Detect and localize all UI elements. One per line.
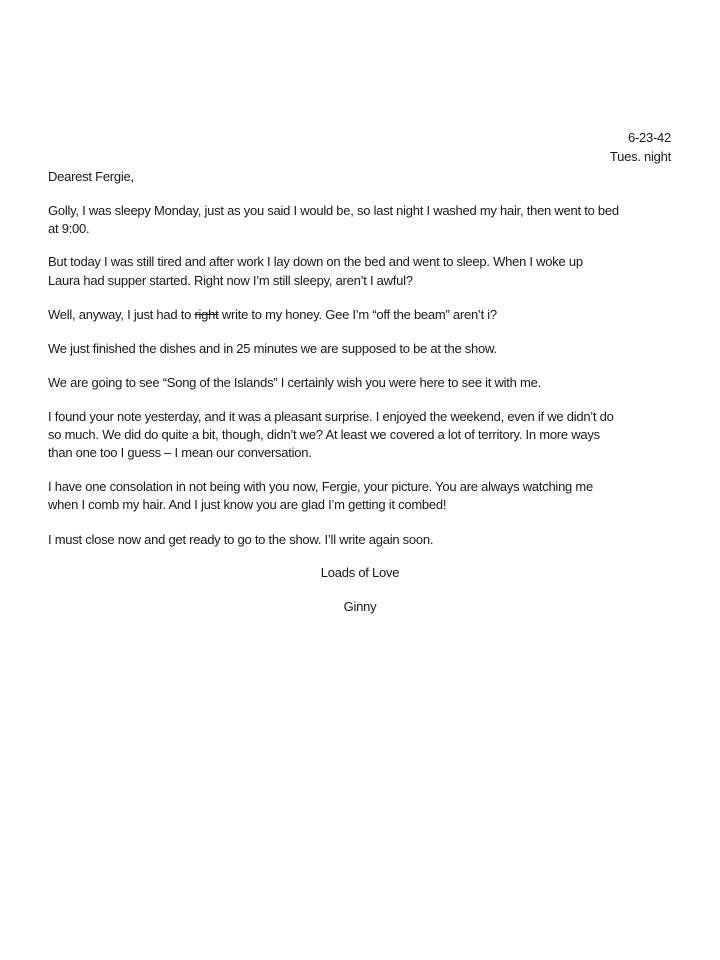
paragraph-line: Golly, I was sleepy Monday, just as you said I would be, so last night I washed my hair, then went to bed: [48, 203, 619, 218]
paragraph-line: I found your note yesterday, and it was a pleasant surprise. I enjoyed the weekend, even if we didn’t do: [48, 409, 614, 424]
paragraph-line: But today I was still tired and after work I lay down on the bed and went to sleep. When I woke up: [48, 254, 583, 269]
paragraph-line: than one too I guess – I mean our conversation.: [48, 445, 312, 460]
paragraph-line: at 9:00.: [48, 221, 90, 236]
text: write to my honey. Gee I’m “off the beam” aren’t i?: [218, 307, 497, 322]
letter-day: Tues. night: [609, 149, 671, 164]
paragraph-line: We are going to see “Song of the Islands” I certainly wish you were here to see it with me.: [48, 375, 541, 390]
paragraph-line: so much. We did do quite a bit, though, didn’t we? At least we covered a lot of territory. In more ways: [48, 427, 600, 442]
text: Well, anyway, I just had to: [48, 307, 195, 322]
paragraph-line: I must close now and get ready to go to the show. I’ll write again soon.: [48, 532, 434, 547]
letter-date: 6-23-42: [627, 130, 671, 145]
paragraph-line: when I comb my hair. And I just know you are glad I’m getting it combed!: [48, 497, 447, 512]
paragraph-line: Laura had supper started. Right now I’m still sleepy, aren’t I awful?: [48, 273, 413, 288]
salutation: Dearest Fergie,: [48, 169, 134, 184]
paragraph-line: I have one consolation in not being with you now, Fergie, your picture. You are always watching me: [48, 479, 593, 494]
paragraph-line: We just finished the dishes and in 25 minutes we are supposed to be at the show.: [48, 341, 497, 356]
struck-word: right: [194, 307, 219, 322]
paragraph-with-strikethrough: [48, 306, 497, 324]
closing: Loads of Love: [320, 565, 400, 580]
signature: Ginny: [343, 599, 377, 614]
